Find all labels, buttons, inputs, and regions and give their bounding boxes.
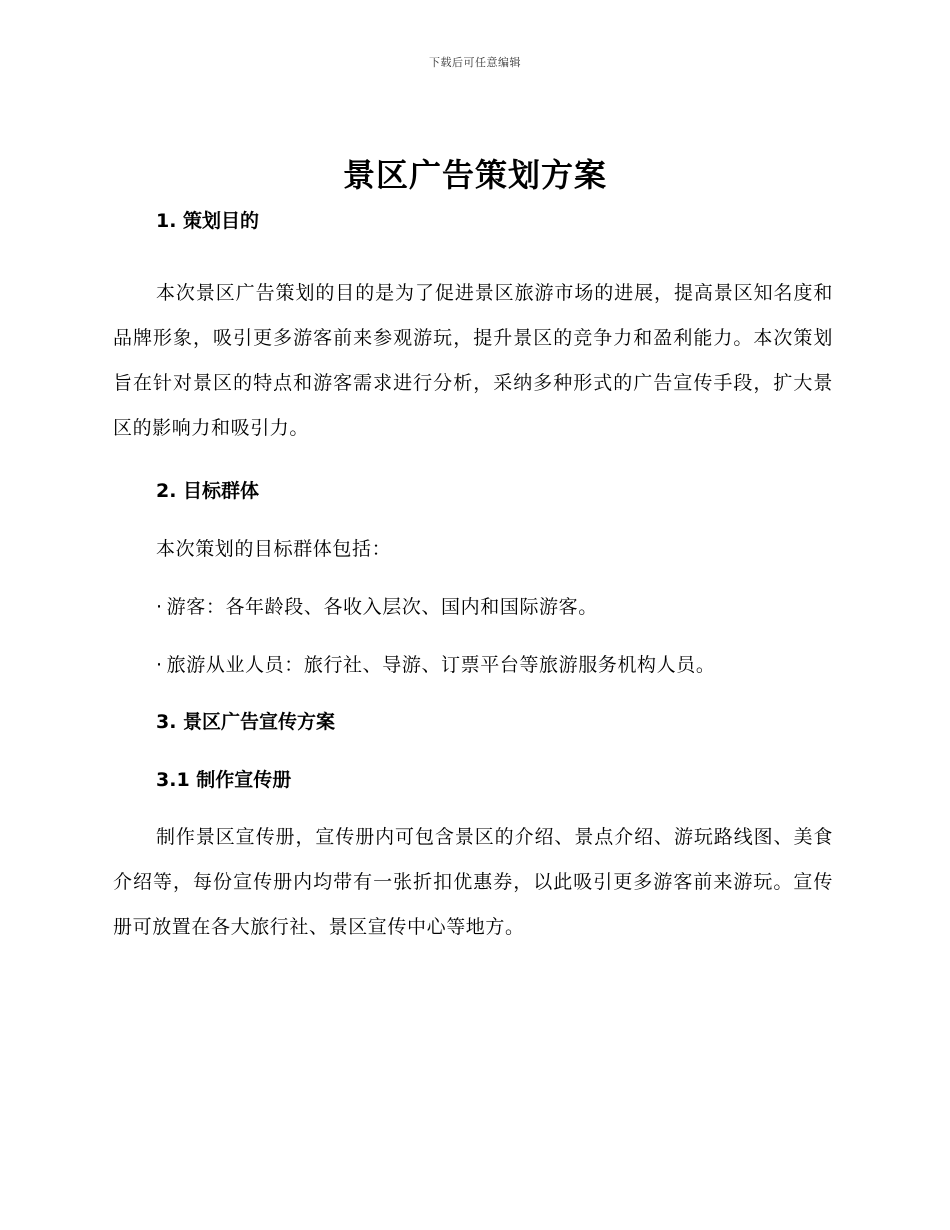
bullet-dot-icon: · xyxy=(156,596,163,618)
document-title: 景区广告策划方案 xyxy=(342,156,607,194)
bullet-text: 游客：各年龄段、各收入层次、国内和国际游客。 xyxy=(166,596,598,618)
section-1-paragraph: 本次景区广告策划的目的是为了促进景区旅游市场的进展，提高景区知名度和品牌形象，吸引更多游客前来参观游玩，提升景区的竞争力和盈利能力。本次策划旨在针对景区的特点和游客需求进行分析，采纳多种形式的广告宣传手段，扩大景区的影响力和吸引力。 xyxy=(113,282,833,439)
bullet-item xyxy=(113,650,833,680)
section-2-intro: 本次策划的目标群体包括： xyxy=(156,538,392,560)
section-1-heading: 1. 策划目的 xyxy=(156,210,260,232)
document-body xyxy=(113,206,833,950)
header-note: 下载后可任意编辑 xyxy=(429,56,521,69)
section-2-heading: 2. 目标群体 xyxy=(156,480,260,502)
section-3-1-paragraph: 制作景区宣传册，宣传册内可包含景区的介绍、景点介绍、游玩路线图、美食介绍等，每份宣传册内均带有一张折扣优惠券，以此吸引更多游客前来游玩。宣传册可放置在各大旅行社、景区宣传中心等地方。 xyxy=(113,826,833,938)
bullet-dot-icon: · xyxy=(156,654,163,676)
section-3-heading: 3. 景区广告宣传方案 xyxy=(156,711,336,733)
bullet-text: 旅游从业人员：旅行社、导游、订票平台等旅游服务机构人员。 xyxy=(166,654,716,676)
section-3-1-heading: 3.1 制作宣传册 xyxy=(156,769,292,791)
bullet-item xyxy=(113,592,833,622)
